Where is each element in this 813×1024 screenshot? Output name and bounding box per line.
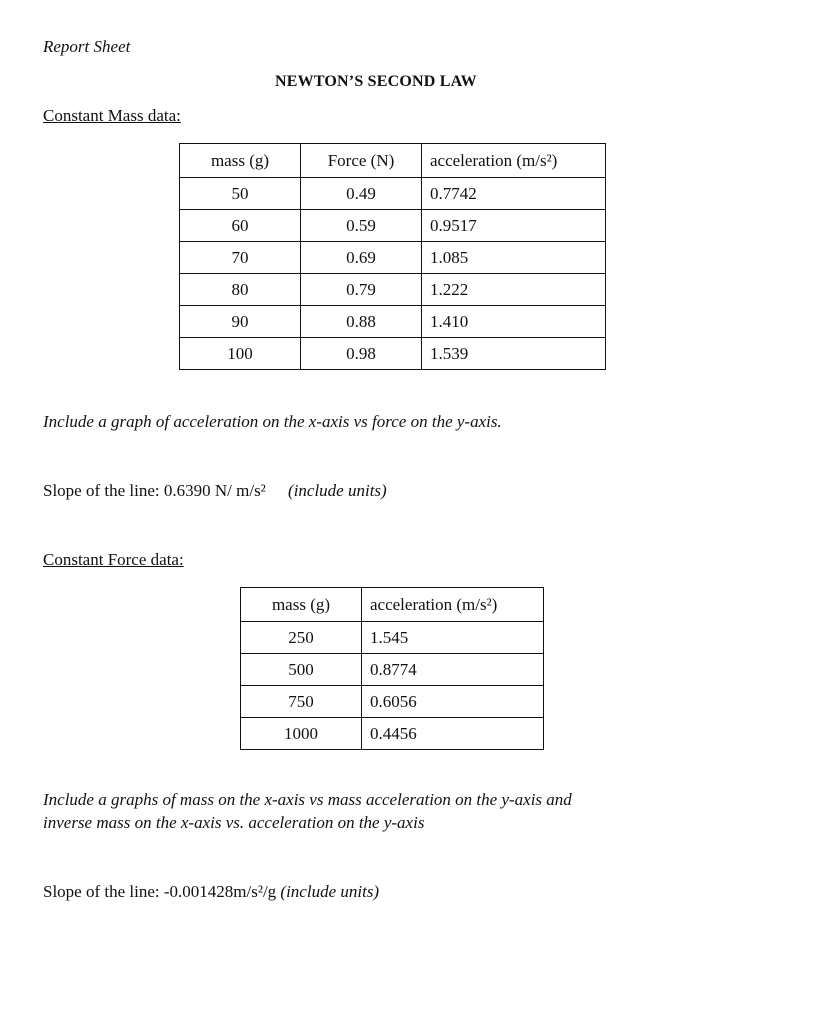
- mass-cell: 60: [180, 210, 301, 242]
- acceleration-cell: 0.8774: [362, 654, 544, 686]
- acceleration-cell: 0.6056: [362, 686, 544, 718]
- table-row: [180, 338, 606, 370]
- slope-value: Slope of the line: -0.001428m/s²/g: [43, 882, 277, 901]
- mass-cell: 70: [180, 242, 301, 274]
- column-header: acceleration (m/s²): [422, 144, 606, 178]
- acceleration-cell: 1.222: [422, 274, 606, 306]
- constant-force-instruction-line2: inverse mass on the x-axis vs. acceleration on the y-axis: [43, 813, 425, 832]
- mass-cell: 50: [180, 178, 301, 210]
- mass-cell: 90: [180, 306, 301, 338]
- force-cell: 0.79: [301, 274, 422, 306]
- mass-cell: 100: [180, 338, 301, 370]
- constant-force-table: [240, 587, 544, 750]
- acceleration-cell: 1.410: [422, 306, 606, 338]
- constant-force-heading: Constant Force data:: [43, 550, 184, 569]
- constant-mass-heading: Constant Mass data:: [43, 106, 181, 125]
- mass-cell: 80: [180, 274, 301, 306]
- mass-cell: 250: [241, 622, 362, 654]
- acceleration-cell: 0.4456: [362, 718, 544, 750]
- table-row: [180, 210, 606, 242]
- mass-cell: 750: [241, 686, 362, 718]
- acceleration-cell: 1.545: [362, 622, 544, 654]
- mass-cell: 1000: [241, 718, 362, 750]
- force-cell: 0.59: [301, 210, 422, 242]
- column-header: mass (g): [180, 144, 301, 178]
- slope-units-note: (include units): [288, 481, 387, 500]
- table-row: [241, 654, 544, 686]
- constant-mass-instruction: Include a graph of acceleration on the x-axis vs force on the y-axis.: [43, 412, 502, 431]
- table-row: [241, 622, 544, 654]
- acceleration-cell: 0.7742: [422, 178, 606, 210]
- column-header: Force (N): [301, 144, 422, 178]
- constant-force-slope: [43, 882, 379, 902]
- table-row: [241, 718, 544, 750]
- table-row: [241, 686, 544, 718]
- table-row: [180, 242, 606, 274]
- table-row: [180, 274, 606, 306]
- column-header: acceleration (m/s²): [362, 588, 544, 622]
- column-header: mass (g): [241, 588, 362, 622]
- slope-units-note: (include units): [280, 882, 380, 901]
- table-row: [180, 178, 606, 210]
- force-cell: 0.88: [301, 306, 422, 338]
- slope-value: Slope of the line: 0.6390 N/ m/s²: [43, 481, 266, 500]
- acceleration-cell: 0.9517: [422, 210, 606, 242]
- acceleration-cell: 1.085: [422, 242, 606, 274]
- table-header-row: [180, 144, 606, 178]
- constant-mass-table: [179, 143, 606, 370]
- constant-force-instruction-line1: Include a graphs of mass on the x-axis vs mass acceleration on the y-axis and: [43, 790, 572, 809]
- page-title: NEWTON’S SECOND LAW: [275, 73, 477, 90]
- table-row: [180, 306, 606, 338]
- constant-mass-slope: [43, 481, 387, 501]
- acceleration-cell: 1.539: [422, 338, 606, 370]
- report-sheet-label: Report Sheet: [43, 37, 131, 56]
- force-cell: 0.69: [301, 242, 422, 274]
- mass-cell: 500: [241, 654, 362, 686]
- force-cell: 0.98: [301, 338, 422, 370]
- table-header-row: [241, 588, 544, 622]
- force-cell: 0.49: [301, 178, 422, 210]
